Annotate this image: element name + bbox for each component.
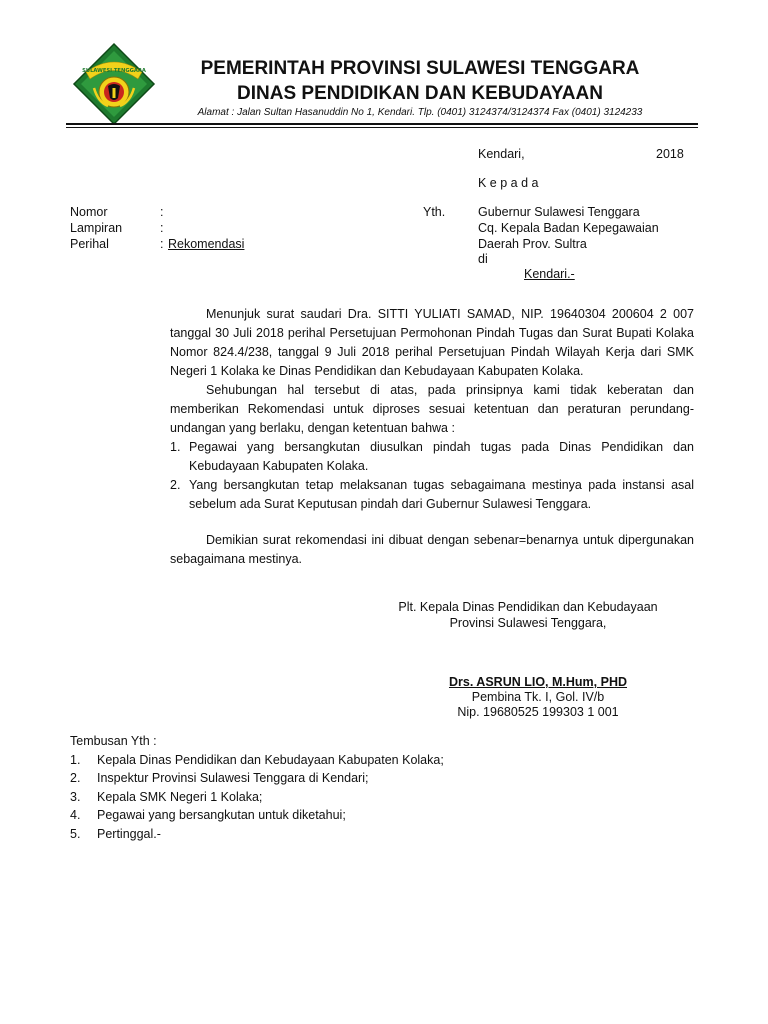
meta-nomor-sep: : [160,205,164,219]
meta-nomor-label: Nomor [70,205,108,219]
header-rule-thin [66,127,698,128]
recipient-line-3: Daerah Prov. Sultra [478,237,587,251]
recipient-line-1: Gubernur Sulawesi Tenggara [478,205,640,219]
list-item-text: Kepala Dinas Pendidikan dan Kebudayaan Kabupaten Kolaka; [97,752,444,767]
list-item-number: 3. [70,789,81,804]
signature-position-2: Provinsi Sulawesi Tenggara, [449,616,607,630]
list-item-number: 1. [170,440,181,454]
header-agency-title: DINAS PENDIDIKAN DAN KEBUDAYAAN [237,83,603,104]
list-item-text: Kepala SMK Negeri 1 Kolaka; [97,789,263,804]
signature-nip: Nip. 19680525 199303 1 001 [457,705,619,719]
recipient-line-4: di [478,252,488,266]
header-government-title: PEMERINTAH PROVINSI SULAWESI TENGGARA [200,58,640,79]
meta-perihal-label: Perihal [70,237,109,251]
list-item-number: 4. [70,808,81,822]
place-city: Kendari, [478,147,525,161]
date-year: 2018 [656,147,684,161]
signature-position-1: Plt. Kepala Dinas Pendidikan dan Kebudayaan [398,600,658,614]
tembusan-section [70,732,444,843]
body-paragraph-2: Sehubungan hal tersebut di atas, pada prinsipnya kami tidak keberatan dan memberikan Rekomendasi untuk diproses sesuai ketentuan dan peraturan perundang-undangan yang berlaku, dengan ketentuan bahwa : [170,383,694,435]
body-paragraph-1: Menunjuk surat saudari Dra. SITTI YULIATI SAMAD, NIP. 19640304 200604 2 007 tanggal 30 Juli 2018 perihal Persetujuan Permohonan Pindah Tugas dan Surat Bupati Kolaka Nomor 824.4/238, tanggal 9 Juli 2018 perihal Persetujuan Pindah Wilayah Kerja dari SMK Negeri 1 Kolaka ke Dinas Pendidikan dan Kebudayaan Kabupaten Kolaka. [170,307,694,378]
recipient-city: Kendari.- [524,267,575,281]
list-item [170,438,694,476]
logo-banner-text: SULAWESI TENGGARA [82,68,146,74]
list-item-number: 1. [70,752,81,767]
list-item [170,476,694,514]
list-item-text: Pertinggal.- [97,826,161,841]
recipient-line-2: Cq. Kepala Badan Kepegawaian [478,221,659,235]
list-item-text: Inspektur Provinsi Sulawesi Tenggara di Kendari; [97,771,369,785]
header-address: Alamat : Jalan Sultan Hasanuddin No 1, Kendari. Tlp. (0401) 3124374/3124374 Fax (0401) 3124233 [197,107,643,118]
signature-name: Drs. ASRUN LIO, M.Hum, PHD [448,675,628,689]
meta-lampiran-label: Lampiran [70,221,123,235]
body-conditions-list [170,438,694,514]
kepada-label: K e p a d a [478,176,539,190]
meta-perihal-sep: : [160,237,164,251]
recipient-prefix: Yth. [423,205,446,219]
list-item-text: Yang bersangkutan tetap melaksanan tugas sebagaimana mestinya pada instansi asal sebelum ada Surat Keputusan pindah dari Gubernur Sulawesi Tenggara. [189,478,694,511]
list-item-text: Pegawai yang bersangkutan diusulkan pindah tugas pada Dinas Pendidikan dan Kebudayaan Kabupaten Kolaka. [189,440,694,473]
signature-rank: Pembina Tk. I, Gol. IV/b [471,690,605,704]
meta-lampiran-sep: : [160,221,164,235]
list-item-number: 5. [70,826,81,841]
list-item-number: 2. [70,771,81,785]
list-item [70,769,444,788]
header-rule-thick [66,123,698,125]
meta-perihal-value: Rekomendasi [168,237,245,251]
list-item [70,751,444,770]
list-item-text: Pegawai yang bersangkutan untuk diketahui; [97,808,346,822]
list-item [70,825,444,844]
list-item-number: 2. [170,478,181,492]
provincial-emblem-logo [72,42,156,126]
tembusan-title: Tembusan Yth : [70,734,157,748]
body-closing: Demikian surat rekomendasi ini dibuat dengan sebenar=benarnya untuk dipergunakan sebagaimana mestinya. [170,533,694,566]
list-item [70,788,444,807]
list-item [70,806,444,825]
